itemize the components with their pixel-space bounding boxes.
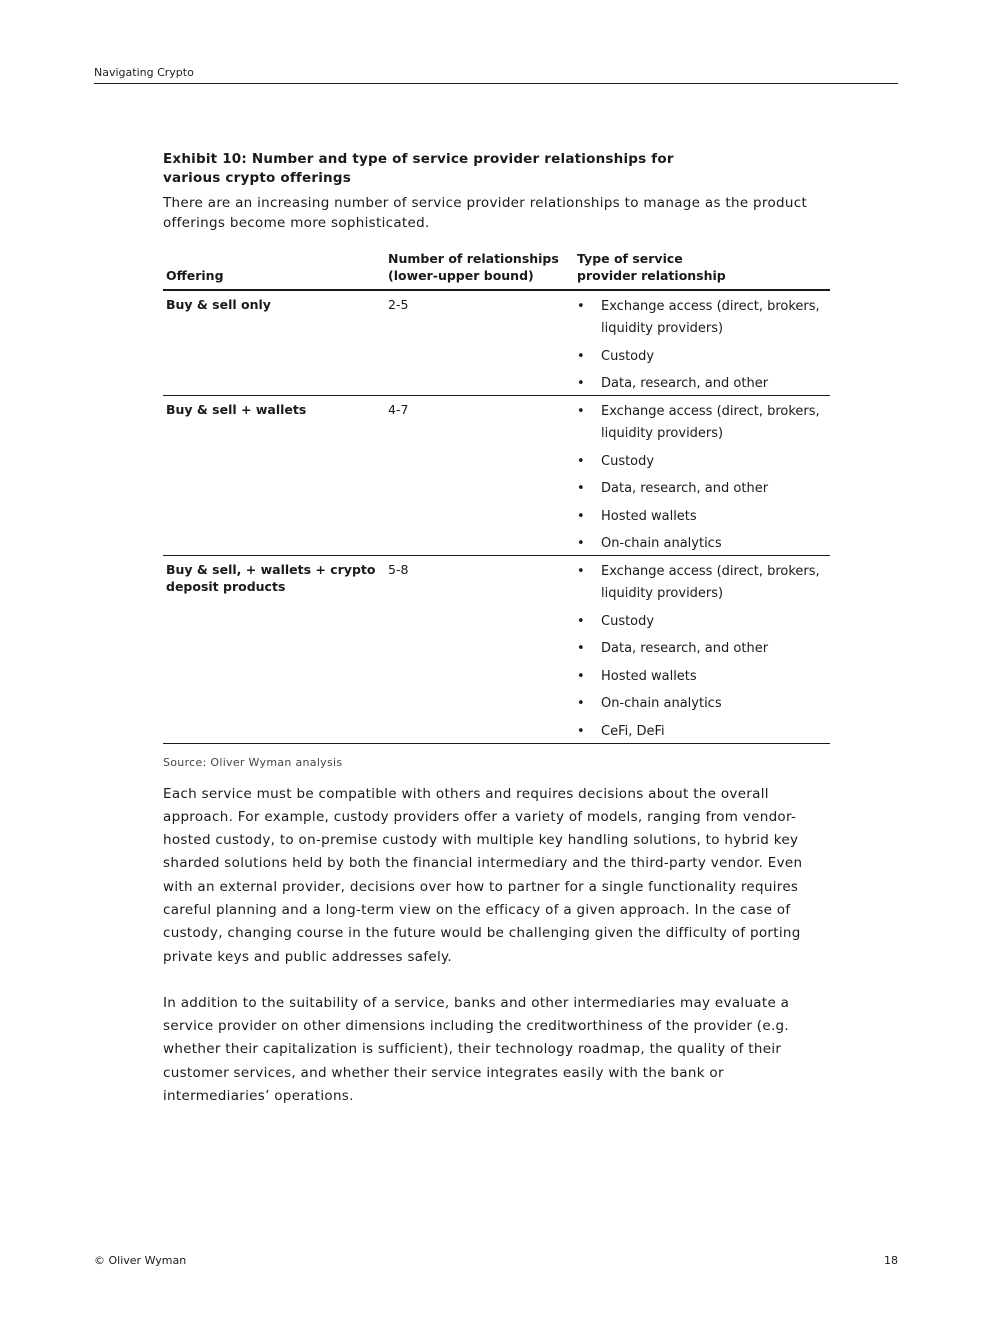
- column-header-count-line1: Number of relationships: [388, 251, 559, 266]
- services-list: [577, 401, 827, 555]
- relationships-table: [163, 250, 830, 744]
- offering-cell: Buy & sell, + wallets + crypto deposit products: [163, 556, 385, 744]
- source-note: Source: Oliver Wyman analysis: [163, 755, 343, 769]
- list-item: • Data, research, and other: [577, 478, 827, 500]
- footer-copyright: © Oliver Wyman: [94, 1254, 187, 1267]
- column-header-count: [385, 250, 574, 290]
- services-cell: [574, 290, 830, 396]
- count-cell: 4-7: [385, 396, 574, 556]
- offering-cell: Buy & sell + wallets: [163, 396, 385, 556]
- services-list: [577, 561, 827, 743]
- page-number: 18: [884, 1254, 898, 1267]
- list-item: • Exchange access (direct, brokers, liquidity providers): [577, 561, 827, 605]
- count-cell: 2-5: [385, 290, 574, 396]
- column-header-count-line2: (lower-upper bound): [388, 268, 534, 283]
- services-cell: [574, 556, 830, 744]
- exhibit-subtitle: There are an increasing number of service provider relationships to manage as the product offerings become more sophisticated.: [163, 195, 808, 231]
- list-item: • Custody: [577, 611, 827, 633]
- table-row: [163, 396, 830, 556]
- table-row: [163, 556, 830, 744]
- count-cell: 5-8: [385, 556, 574, 744]
- list-item: • On-chain analytics: [577, 693, 827, 715]
- list-item: • Hosted wallets: [577, 666, 827, 688]
- body-paragraph: Each service must be compatible with others and requires decisions about the overall approach. For example, custody providers offer a variety of models, ranging from vendor-hosted custody, to on-premise custody with multiple key handling solutions, to hybrid key sharded solutions held by both the financial intermediary and the third-party vendor. Even with an external provider, decisions over how to partner for a single functionality requires careful planning and a long-term view on the efficacy of a given approach. In the case of custody, changing course in the future would be challenging given the difficulty of porting private keys and public addresses safely.: [163, 785, 803, 965]
- services-list: [577, 296, 827, 395]
- body-paragraph: In addition to the suitability of a service, banks and other intermediaries may evaluate a service provider on other dimensions including the creditworthiness of the provider (e.g. whether their capitalization is sufficient), their technology roadmap, the quality of their customer services, and whether their service integrates easily with the bank or intermediaries’ operations.: [163, 994, 790, 1105]
- exhibit-title: Exhibit 10: Number and type of service provider relationships for various crypto offerings: [163, 151, 674, 186]
- table-row: [163, 290, 830, 396]
- list-item: • Data, research, and other: [577, 638, 827, 660]
- offering-cell: Buy & sell only: [163, 290, 385, 396]
- list-item: • Exchange access (direct, brokers, liquidity providers): [577, 401, 827, 445]
- column-header-type-line1: Type of service: [577, 251, 683, 266]
- services-cell: [574, 396, 830, 556]
- list-item: • Hosted wallets: [577, 506, 827, 528]
- running-header: Navigating Crypto: [94, 66, 898, 84]
- column-header-type: [574, 250, 830, 290]
- list-item: • CeFi, DeFi: [577, 721, 827, 743]
- exhibit: [163, 150, 830, 1108]
- column-header-offering-label: Offering: [166, 268, 224, 283]
- list-item: • Custody: [577, 451, 827, 473]
- column-header-offering: [163, 250, 385, 290]
- list-item: • Custody: [577, 346, 827, 368]
- list-item: • Data, research, and other: [577, 373, 827, 395]
- column-header-type-line2: provider relationship: [577, 268, 726, 283]
- table-header-row: [163, 250, 830, 290]
- list-item: • Exchange access (direct, brokers, liquidity providers): [577, 296, 827, 340]
- list-item: • On-chain analytics: [577, 533, 827, 555]
